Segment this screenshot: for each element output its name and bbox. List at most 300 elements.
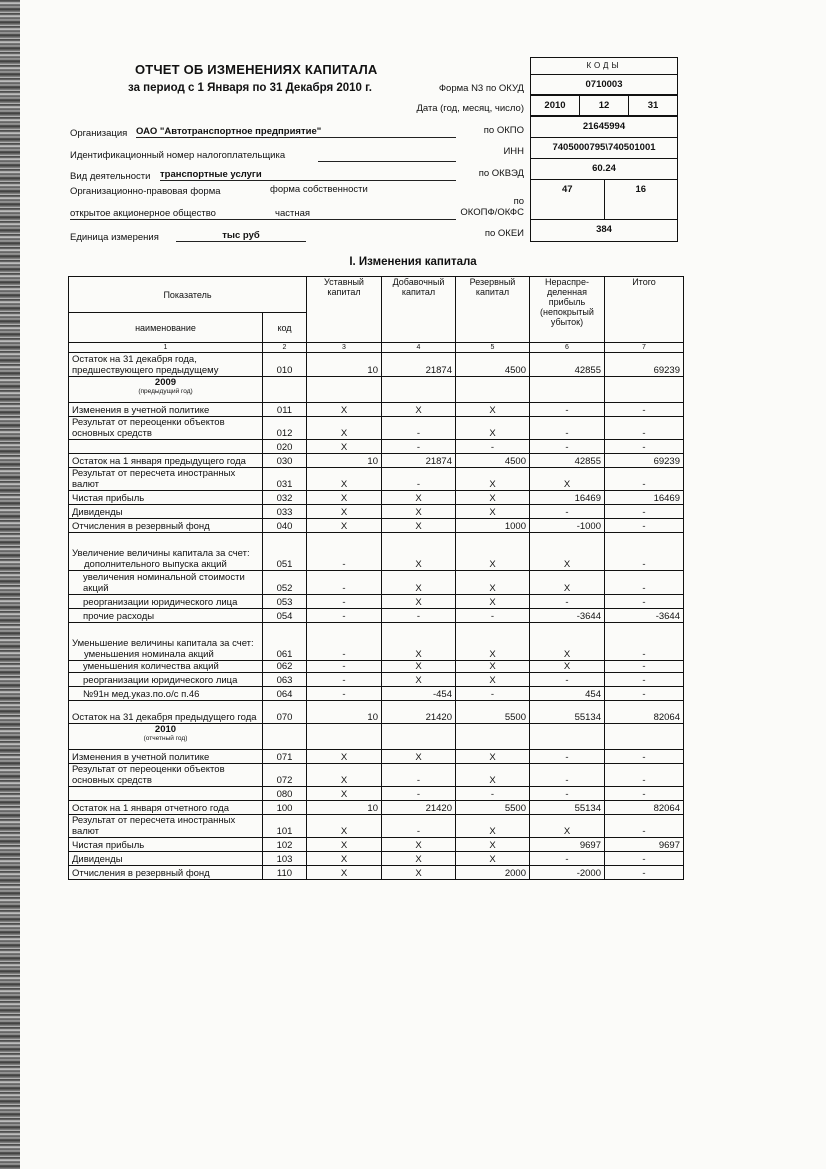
value-col3: X — [307, 750, 382, 764]
column-index-cell: 7 — [605, 343, 684, 353]
row-name: Дивиденды — [72, 854, 123, 865]
okopf-label-2: ОКОПФ/ОКФС — [460, 207, 524, 218]
row-code: 072 — [263, 764, 307, 787]
codes-okud-row — [531, 75, 677, 96]
value-col3: - — [307, 609, 382, 623]
org-label: Организация — [70, 128, 128, 139]
value-col5: 1000 — [456, 519, 530, 533]
date-month: 12 — [579, 96, 628, 115]
row-name-cell — [69, 801, 263, 815]
empty-cell — [530, 377, 605, 403]
value-col4: 21874 — [382, 454, 456, 468]
value-col3: 10 — [307, 353, 382, 377]
value-col7: - — [605, 866, 684, 880]
okpo-label: по ОКПО — [483, 125, 524, 136]
value-col6: - — [530, 403, 605, 417]
row-code: 110 — [263, 866, 307, 880]
empty-cell — [307, 377, 382, 403]
table-row — [69, 533, 684, 571]
value-col6: -3644 — [530, 609, 605, 623]
value-col5: X — [456, 661, 530, 673]
row-subname: дополнительного выпуска акций — [84, 559, 227, 570]
value-col7: - — [605, 787, 684, 801]
report-title: ОТЧЕТ ОБ ИЗМЕНЕНИЯХ КАПИТАЛА — [135, 62, 378, 77]
row-name: реорганизации юридического лица — [83, 675, 238, 686]
codes-inn-row — [531, 138, 677, 159]
empty-cell — [456, 724, 530, 750]
column-index-cell: 3 — [307, 343, 382, 353]
value-col7: - — [605, 417, 684, 440]
inn-label: ИНН — [503, 146, 524, 157]
section-title: I. Изменения капитала — [349, 256, 477, 268]
row-code: 030 — [263, 454, 307, 468]
empty-cell — [263, 724, 307, 750]
row-name-cell — [69, 787, 263, 801]
value-col5: X — [456, 417, 530, 440]
value-col5: - — [456, 609, 530, 623]
value-col5: X — [456, 595, 530, 609]
value-col7: -3644 — [605, 609, 684, 623]
value-col4: X — [382, 852, 456, 866]
value-col7: 9697 — [605, 838, 684, 852]
row-name: Изменения в учетной политике — [72, 405, 210, 416]
value-col3: X — [307, 519, 382, 533]
value-col7: - — [605, 623, 684, 661]
row-code: 054 — [263, 609, 307, 623]
col-reserve-header: Резервный капитал — [456, 277, 530, 343]
row-name-cell — [69, 866, 263, 880]
year-sublabel: (отчетный год) — [143, 735, 188, 742]
inn-field-line — [318, 161, 456, 162]
table-row — [69, 750, 684, 764]
value-col6: - — [530, 673, 605, 687]
okpo-code: 21645994 — [582, 121, 626, 132]
value-col4: - — [382, 815, 456, 838]
row-name: уменьшения количества акций — [83, 661, 219, 672]
row-name-cell — [69, 661, 263, 673]
codes-okpo-row — [531, 117, 677, 138]
row-name-cell — [69, 454, 263, 468]
value-col7: - — [605, 519, 684, 533]
value-col7: - — [605, 403, 684, 417]
okei-label: по ОКЕИ — [484, 228, 524, 239]
row-name-cell — [69, 609, 263, 623]
value-col7: 16469 — [605, 491, 684, 505]
row-code: 080 — [263, 787, 307, 801]
row-subname: уменьшения номинала акций — [84, 649, 214, 660]
report-period: за период с 1 Января по 31 Декабря 2010 г. — [128, 82, 372, 94]
value-col4: 21420 — [382, 801, 456, 815]
value-col3: - — [307, 595, 382, 609]
value-col7: - — [605, 673, 684, 687]
value-col5: X — [456, 571, 530, 595]
capital-changes-table — [68, 276, 684, 880]
year-label: 2010 — [154, 724, 177, 735]
value-col4: 21874 — [382, 353, 456, 377]
column-index-cell: 4 — [382, 343, 456, 353]
value-col5: X — [456, 764, 530, 787]
row-code: 052 — [263, 571, 307, 595]
table-row — [69, 764, 684, 787]
row-name-cell — [69, 571, 263, 595]
value-col6: 42855 — [530, 353, 605, 377]
row-code: 053 — [263, 595, 307, 609]
row-name-cell — [69, 750, 263, 764]
col-additional-header: Добавочный капитал — [382, 277, 456, 343]
row-code: 010 — [263, 353, 307, 377]
value-col5: 5500 — [456, 701, 530, 724]
table-row — [69, 609, 684, 623]
table-row — [69, 440, 684, 454]
value-col3: X — [307, 440, 382, 454]
okopf-code: 47 — [561, 184, 573, 195]
codes-okei-row — [531, 220, 677, 241]
row-name-cell — [69, 623, 263, 661]
value-col7: - — [605, 687, 684, 701]
value-col3: - — [307, 533, 382, 571]
value-col6: 9697 — [530, 838, 605, 852]
value-col7: 69239 — [605, 454, 684, 468]
row-code: 061 — [263, 623, 307, 661]
row-name-cell — [69, 491, 263, 505]
row-name: прочие расходы — [83, 611, 155, 622]
row-name-cell — [69, 468, 263, 491]
row-code: 064 — [263, 687, 307, 701]
value-col5: - — [456, 440, 530, 454]
codes-box — [530, 57, 678, 242]
value-col4: X — [382, 505, 456, 519]
table-row — [69, 571, 684, 595]
row-name: Отчисления в резервный фонд — [72, 521, 210, 532]
codes-okopf-row — [531, 180, 677, 220]
okved-code: 60.24 — [592, 163, 616, 174]
unit-value: тыс руб — [176, 230, 306, 242]
value-col6: - — [530, 750, 605, 764]
row-code: 101 — [263, 815, 307, 838]
year-cell — [69, 724, 263, 750]
value-col5: - — [456, 687, 530, 701]
value-col5: X — [456, 468, 530, 491]
value-col7: - — [605, 595, 684, 609]
value-col3: 10 — [307, 701, 382, 724]
value-col6: 55134 — [530, 801, 605, 815]
row-name-cell — [69, 764, 263, 787]
value-col4: X — [382, 519, 456, 533]
row-code: 071 — [263, 750, 307, 764]
value-col5: X — [456, 533, 530, 571]
row-name: Остаток на 1 января предыдущего года — [72, 456, 246, 467]
empty-cell — [263, 377, 307, 403]
row-name: увеличения номинальной стоимости акций — [83, 572, 245, 594]
table-row — [69, 701, 684, 724]
activity-value: транспортные услуги — [160, 169, 456, 181]
row-name-cell — [69, 852, 263, 866]
row-name-cell — [69, 673, 263, 687]
value-col4: X — [382, 571, 456, 595]
row-name-cell — [69, 533, 263, 571]
col-code-header: код — [263, 313, 307, 343]
value-col3: X — [307, 815, 382, 838]
org-name: ОАО "Автотранспортное предприятие" — [136, 126, 456, 138]
value-col5: X — [456, 623, 530, 661]
okved-label: по ОКВЭД — [478, 168, 524, 179]
table-row — [69, 403, 684, 417]
value-col4: 21420 — [382, 701, 456, 724]
okopf-label-1: по — [513, 196, 524, 207]
value-col5: 4500 — [456, 454, 530, 468]
value-col7: 82064 — [605, 801, 684, 815]
table-row — [69, 491, 684, 505]
value-col5: 4500 — [456, 353, 530, 377]
column-index-cell: 1 — [69, 343, 263, 353]
value-col3: - — [307, 571, 382, 595]
value-col3: 10 — [307, 454, 382, 468]
col-name-header: наименование — [69, 313, 263, 343]
value-col5: X — [456, 852, 530, 866]
row-name: Отчисления в резервный фонд — [72, 868, 210, 879]
row-name: Результат от переоценки объектов основных средств — [72, 417, 225, 439]
row-code: 040 — [263, 519, 307, 533]
value-col7: 82064 — [605, 701, 684, 724]
row-code: 031 — [263, 468, 307, 491]
value-col3: X — [307, 403, 382, 417]
value-col6: - — [530, 764, 605, 787]
col-total-header: Итого — [605, 277, 684, 343]
value-col7: - — [605, 764, 684, 787]
value-col3: X — [307, 787, 382, 801]
table-row — [69, 417, 684, 440]
value-col6: X — [530, 468, 605, 491]
column-index-cell: 5 — [456, 343, 530, 353]
row-code: 012 — [263, 417, 307, 440]
row-name-cell — [69, 838, 263, 852]
row-name-cell — [69, 595, 263, 609]
value-col5: 5500 — [456, 801, 530, 815]
value-col3: - — [307, 673, 382, 687]
inn-code: 7405000795\740501001 — [552, 142, 656, 153]
table-row — [69, 866, 684, 880]
value-col5: X — [456, 491, 530, 505]
date-label: Дата (год, месяц, число) — [416, 103, 524, 114]
value-col5: X — [456, 505, 530, 519]
legal-form-value: открытое акционерное общество — [70, 208, 216, 219]
value-col4: - — [382, 417, 456, 440]
value-col3: X — [307, 417, 382, 440]
year-sublabel: (предыдущий год) — [138, 388, 193, 395]
value-col5: - — [456, 787, 530, 801]
value-col7: - — [605, 661, 684, 673]
value-col4: X — [382, 403, 456, 417]
row-name-cell — [69, 353, 263, 377]
value-col3: X — [307, 505, 382, 519]
table-row — [69, 505, 684, 519]
row-name: Чистая прибыль — [72, 493, 145, 504]
codes-header: КОДЫ — [531, 58, 677, 75]
value-col4: - — [382, 440, 456, 454]
value-col7: - — [605, 533, 684, 571]
row-name: Остаток на 31 декабря года, предшествующего предыдущему — [72, 354, 219, 376]
row-name-cell — [69, 815, 263, 838]
year-label: 2009 — [154, 377, 177, 388]
value-col5: X — [456, 403, 530, 417]
value-col4: X — [382, 866, 456, 880]
value-col6: 55134 — [530, 701, 605, 724]
row-name: Результат от пересчета иностранных валют — [72, 468, 236, 490]
table-row — [69, 815, 684, 838]
value-col4: X — [382, 595, 456, 609]
value-col4: - — [382, 764, 456, 787]
value-col6: 42855 — [530, 454, 605, 468]
empty-cell — [605, 377, 684, 403]
value-col3: 10 — [307, 801, 382, 815]
row-name-cell — [69, 505, 263, 519]
value-col3: - — [307, 687, 382, 701]
table-row — [69, 623, 684, 661]
row-code: 100 — [263, 801, 307, 815]
column-index-cell: 2 — [263, 343, 307, 353]
value-col3: X — [307, 852, 382, 866]
value-col6: X — [530, 623, 605, 661]
row-code: 032 — [263, 491, 307, 505]
value-col6: X — [530, 815, 605, 838]
table-row — [69, 454, 684, 468]
value-col3: X — [307, 764, 382, 787]
value-col4: - — [382, 468, 456, 491]
value-col6: - — [530, 787, 605, 801]
table-row — [69, 519, 684, 533]
value-col6: - — [530, 440, 605, 454]
row-name: Остаток на 31 декабря предыдущего года — [72, 712, 257, 723]
value-col5: X — [456, 673, 530, 687]
value-col6: - — [530, 595, 605, 609]
col-charter-header: Уставный капитал — [307, 277, 382, 343]
row-code: 011 — [263, 403, 307, 417]
legal-form-label: Организационно-правовая форма — [70, 186, 221, 197]
date-day: 31 — [628, 96, 677, 115]
value-col5: X — [456, 815, 530, 838]
row-name: реорганизации юридического лица — [83, 597, 238, 608]
okud-code: 0710003 — [585, 79, 623, 90]
row-name: Уменьшение величины капитала за счет: — [72, 638, 254, 649]
value-col7: - — [605, 571, 684, 595]
value-col6: X — [530, 661, 605, 673]
column-index-row — [69, 343, 684, 353]
value-col6: 454 — [530, 687, 605, 701]
empty-cell — [605, 724, 684, 750]
row-code: 070 — [263, 701, 307, 724]
row-name-cell — [69, 701, 263, 724]
value-col4: - — [382, 609, 456, 623]
table-row — [69, 595, 684, 609]
value-col5: X — [456, 750, 530, 764]
row-name: Остаток на 1 января отчетного года — [72, 803, 230, 814]
empty-cell — [382, 724, 456, 750]
table-body — [69, 343, 684, 880]
table-row — [69, 852, 684, 866]
row-name: Изменения в учетной политике — [72, 752, 210, 763]
value-col7: 69239 — [605, 353, 684, 377]
value-col4: X — [382, 623, 456, 661]
column-index-cell: 6 — [530, 343, 605, 353]
table-row — [69, 801, 684, 815]
empty-cell — [456, 377, 530, 403]
value-col7: - — [605, 750, 684, 764]
row-name: Результат от пересчета иностранных валют — [72, 815, 236, 837]
row-name: Результат от переоценки объектов основных средств — [72, 764, 225, 786]
value-col6: X — [530, 533, 605, 571]
value-col4: X — [382, 673, 456, 687]
empty-cell — [530, 724, 605, 750]
row-name: Дивиденды — [72, 507, 123, 518]
value-col4: - — [382, 787, 456, 801]
row-code: 062 — [263, 661, 307, 673]
value-col3: - — [307, 661, 382, 673]
table-row — [69, 468, 684, 491]
value-col4: X — [382, 533, 456, 571]
value-col5: 2000 — [456, 866, 530, 880]
table-row — [69, 687, 684, 701]
value-col3: X — [307, 838, 382, 852]
value-col7: - — [605, 468, 684, 491]
ownership-value: частная — [275, 208, 311, 219]
table-row — [69, 838, 684, 852]
value-col7: - — [605, 505, 684, 519]
row-name-cell — [69, 417, 263, 440]
row-code: 033 — [263, 505, 307, 519]
col-indicator-header: Показатель — [69, 277, 307, 313]
empty-cell — [307, 724, 382, 750]
table-row — [69, 353, 684, 377]
row-name-cell — [69, 440, 263, 454]
value-col3: - — [307, 623, 382, 661]
value-col4: X — [382, 750, 456, 764]
row-name: №91н мед.указ.по.о/с п.46 — [83, 689, 200, 700]
value-col7: - — [605, 815, 684, 838]
year-row — [69, 724, 684, 750]
value-col5: X — [456, 838, 530, 852]
row-name: Увеличение величины капитала за счет: — [72, 548, 250, 559]
value-col6: -2000 — [530, 866, 605, 880]
okfs-code: 16 — [604, 180, 678, 219]
value-col3: X — [307, 866, 382, 880]
codes-okved-row — [531, 159, 677, 180]
value-col4: -454 — [382, 687, 456, 701]
value-col7: - — [605, 852, 684, 866]
row-name: Чистая прибыль — [72, 840, 145, 851]
ownership-label: форма собственности — [270, 184, 368, 195]
row-name-cell — [69, 403, 263, 417]
table-row — [69, 661, 684, 673]
value-col7: - — [605, 440, 684, 454]
table-row — [69, 787, 684, 801]
value-col6: 16469 — [530, 491, 605, 505]
value-col6: - — [530, 417, 605, 440]
empty-cell — [382, 377, 456, 403]
value-col6: X — [530, 571, 605, 595]
year-row — [69, 377, 684, 403]
date-year: 2010 — [544, 100, 566, 111]
col-retained-header: Нераспре-деленная прибыль (непокрытый убыток) — [530, 277, 605, 343]
value-col4: X — [382, 661, 456, 673]
activity-label: Вид деятельности — [70, 171, 151, 182]
codes-date-row — [531, 96, 677, 117]
row-code: 020 — [263, 440, 307, 454]
value-col6: -1000 — [530, 519, 605, 533]
okei-code: 384 — [596, 224, 612, 235]
value-col6: - — [530, 852, 605, 866]
scan-binding-edge — [0, 0, 20, 1169]
row-name-cell — [69, 519, 263, 533]
